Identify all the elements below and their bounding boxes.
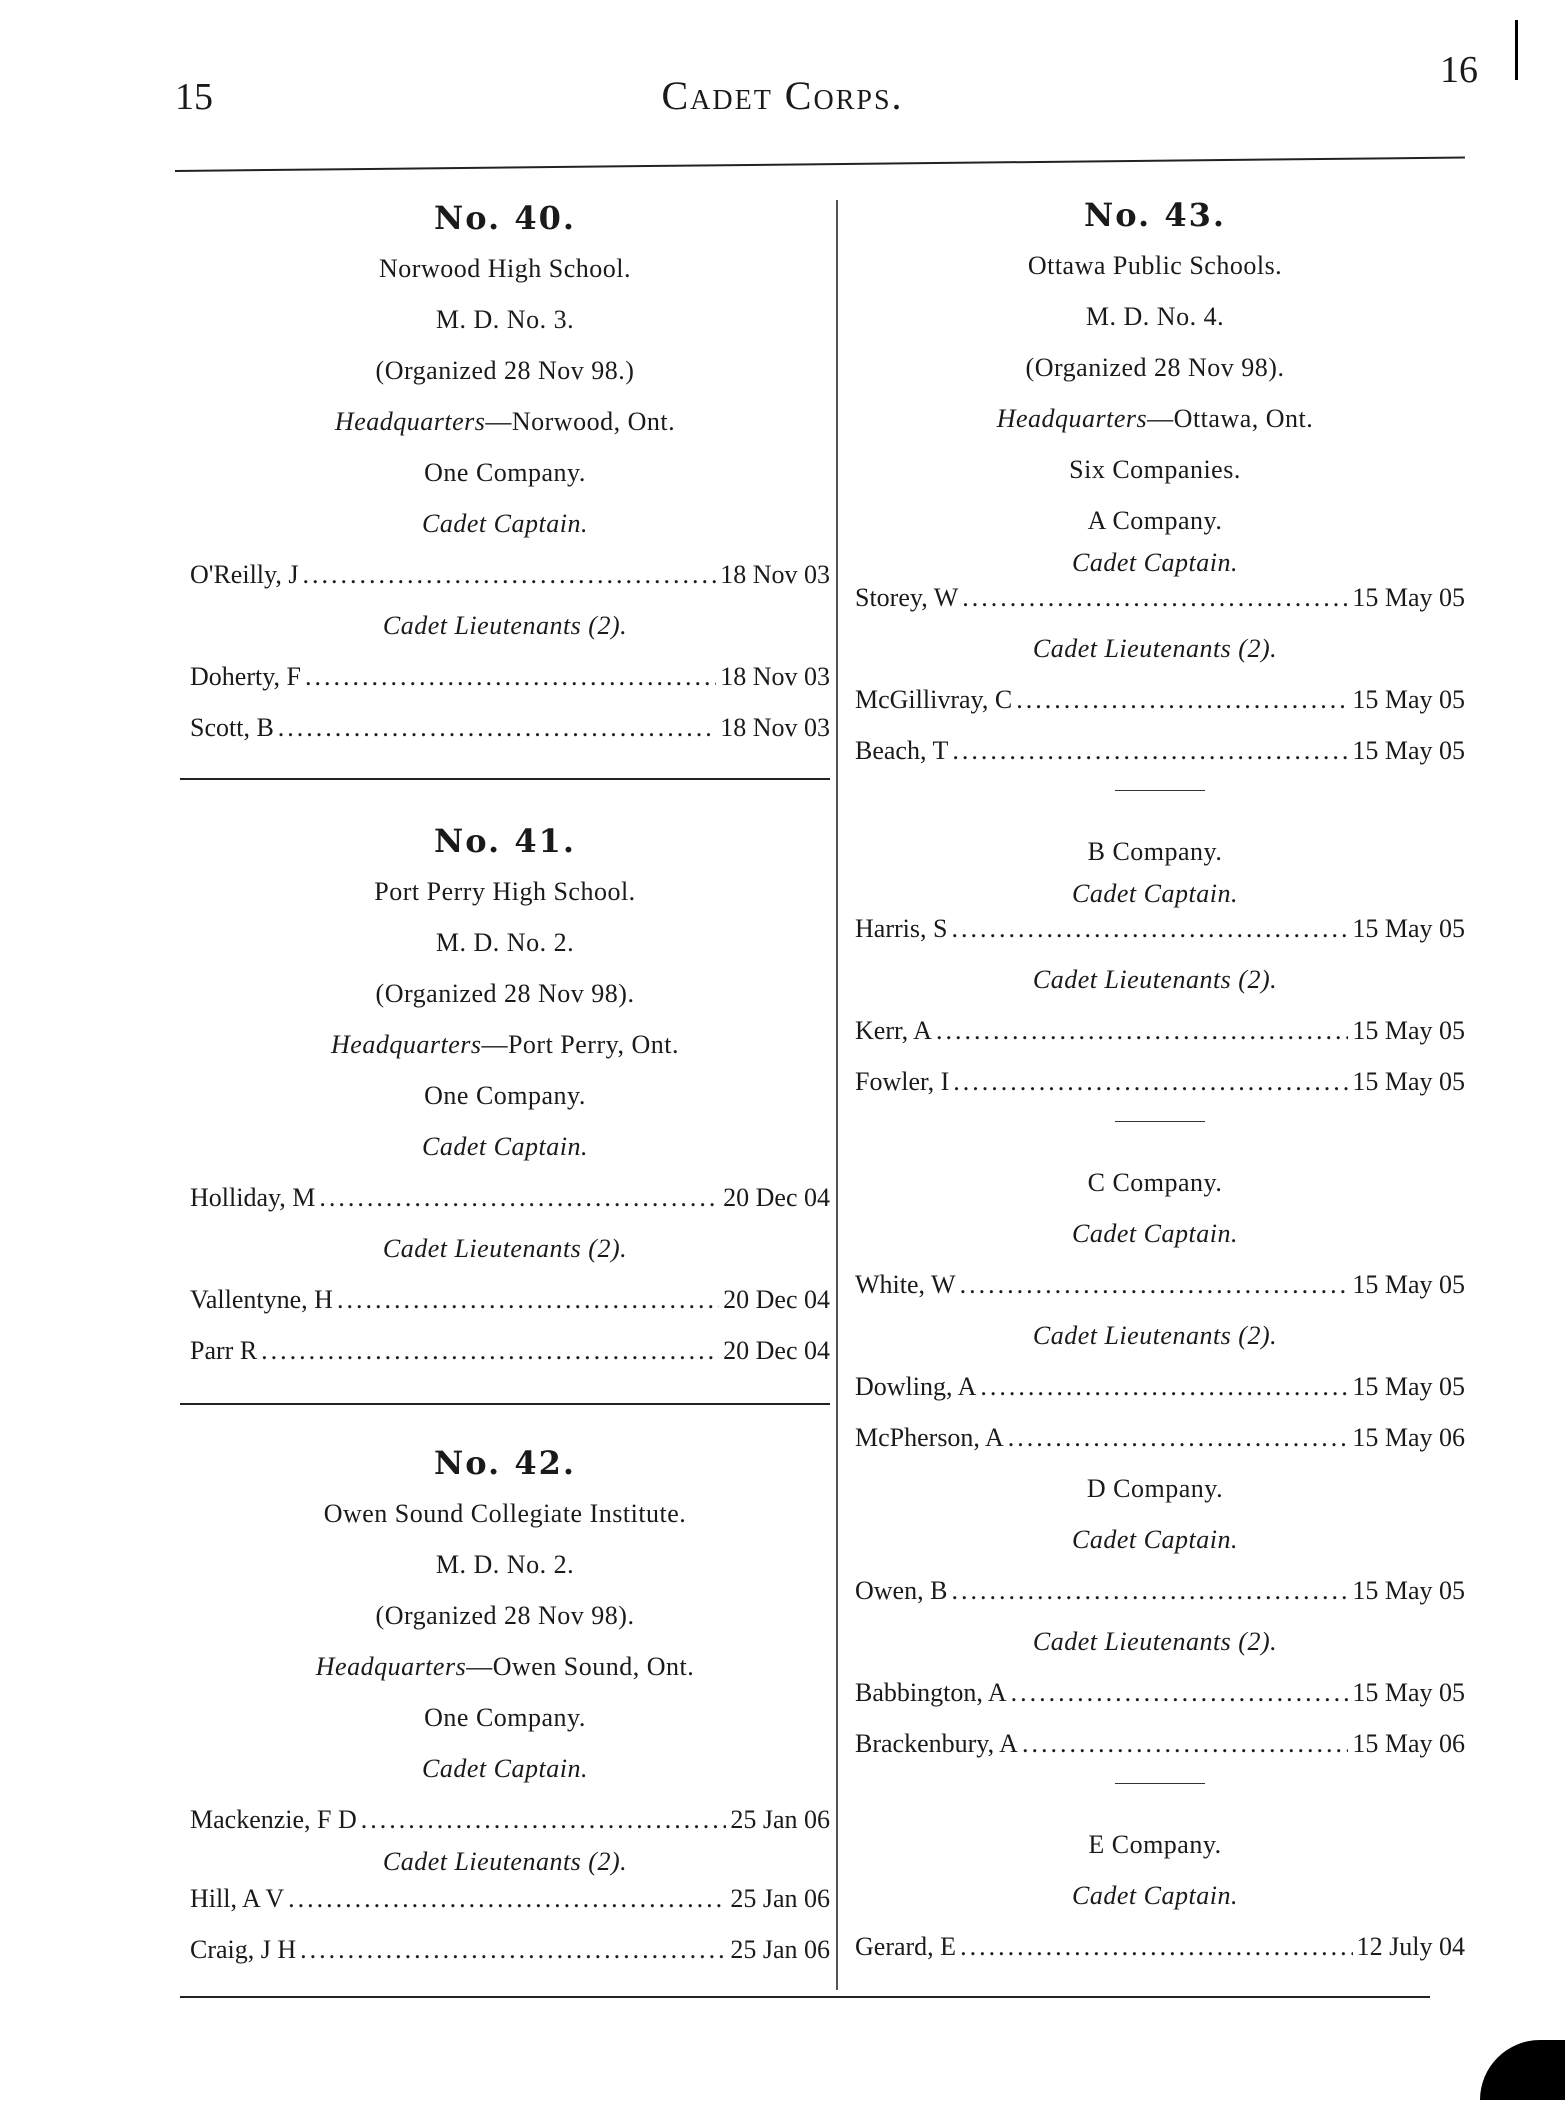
officer-entry — [845, 1718, 1465, 1769]
school-name: Norwood High School. — [379, 254, 631, 283]
company-divider-space — [845, 1769, 1465, 1819]
company-label: A Company. — [1087, 506, 1223, 535]
leader-dots — [962, 572, 1348, 623]
unit-43 — [845, 190, 1465, 1972]
officer-date: 25 Jan 06 — [730, 1805, 830, 1834]
officer-entry — [180, 1172, 830, 1223]
officer-name: Beach, T — [855, 736, 949, 765]
officer-date: 25 Jan 06 — [730, 1935, 830, 1964]
hq-label: Headquarters — [334, 407, 486, 436]
lieutenants-label: Cadet Lieutenants (2). — [1032, 634, 1278, 663]
officer-entry — [845, 1667, 1465, 1718]
officer-entry — [180, 1274, 830, 1325]
officer-name: White, W — [855, 1270, 956, 1299]
officer-entry — [845, 1412, 1465, 1463]
military-district: M. D. No. 3. — [435, 305, 575, 334]
officer-name: Vallentyne, H — [190, 1285, 333, 1314]
school-name: Ottawa Public Schools. — [1027, 251, 1283, 280]
unit-number: No. 42. — [434, 1444, 576, 1482]
unit-42 — [180, 1438, 830, 1975]
officer-date: 15 May 05 — [1352, 1678, 1465, 1707]
officer-name: Kerr, A — [855, 1016, 932, 1045]
officer-name: McPherson, A — [855, 1423, 1004, 1452]
company-count: Six Companies. — [1069, 455, 1241, 484]
hq-place: —Norwood, Ont. — [485, 407, 676, 436]
officer-date: 25 Jan 06 — [730, 1884, 830, 1913]
officer-entry — [845, 1056, 1465, 1107]
leader-dots — [300, 1924, 726, 1975]
lieutenants-label: Cadet Lieutenants (2). — [1032, 1627, 1278, 1656]
company-divider — [1115, 1783, 1205, 1784]
officer-date: 18 Nov 03 — [720, 560, 830, 589]
officer-entry — [180, 1325, 830, 1376]
officer-entry — [180, 549, 830, 600]
officer-entry — [845, 1361, 1465, 1412]
officer-name: Mackenzie, F D — [190, 1805, 357, 1834]
leader-dots — [319, 1172, 719, 1223]
leader-dots — [361, 1794, 727, 1845]
leader-dots — [1011, 1667, 1349, 1718]
section-rule — [180, 1403, 830, 1405]
lieutenants-label: Cadet Lieutenants (2). — [1032, 1321, 1278, 1350]
unit-number: No. 41. — [434, 822, 576, 860]
officer-name: Scott, B — [190, 713, 274, 742]
captain-label: Cadet Captain. — [1072, 1219, 1238, 1248]
lieutenants-label: Cadet Lieutenants (2). — [382, 1847, 628, 1876]
section-rule — [180, 778, 830, 780]
hq-label: Headquarters — [331, 1030, 482, 1059]
military-district: M. D. No. 2. — [435, 928, 575, 957]
school-name: Owen Sound Collegiate Institute. — [323, 1499, 687, 1528]
scan-edge-mark — [1515, 20, 1518, 80]
leader-dots — [936, 1005, 1348, 1056]
officer-name: Hill, A V — [190, 1884, 285, 1913]
leader-dots — [980, 1361, 1348, 1412]
company-divider — [1115, 1121, 1205, 1122]
unit-41 — [180, 816, 830, 1376]
officer-name: Owen, B — [855, 1576, 948, 1605]
scan-corner-shadow — [1480, 2040, 1565, 2100]
officer-entry — [845, 1921, 1465, 1972]
officer-name: Dowling, A — [855, 1372, 977, 1401]
officer-entry — [845, 674, 1465, 725]
hq-label: Headquarters — [996, 404, 1148, 433]
officer-entry — [845, 1259, 1465, 1310]
unit-number: No. 43. — [1084, 196, 1226, 234]
officer-date: 18 Nov 03 — [720, 662, 830, 691]
officer-date: 15 May 05 — [1352, 1270, 1465, 1299]
organized-date: (Organized 28 Nov 98). — [1025, 353, 1285, 382]
headquarters — [180, 1641, 830, 1692]
lieutenants-label: Cadet Lieutenants (2). — [1032, 965, 1278, 994]
officer-date: 15 May 06 — [1352, 1423, 1465, 1452]
hq-place: —Owen Sound, Ont. — [466, 1652, 695, 1681]
leader-dots — [288, 1873, 726, 1924]
leader-dots — [337, 1274, 719, 1325]
officer-entry — [180, 1924, 830, 1975]
company-divider-space — [845, 1107, 1465, 1157]
lieutenants-label: Cadet Lieutenants (2). — [382, 611, 628, 640]
officer-entry — [180, 702, 830, 753]
company-count: One Company. — [424, 458, 586, 487]
officer-name: McGillivray, C — [855, 685, 1013, 714]
organized-date: (Organized 28 Nov 98.) — [375, 356, 635, 385]
lieutenants-label: Cadet Lieutenants (2). — [382, 1234, 628, 1263]
officer-name: Babbington, A — [855, 1678, 1007, 1707]
leader-dots — [261, 1325, 719, 1376]
captain-label: Cadet Captain. — [422, 509, 588, 538]
running-head: Cadet Corps. — [661, 73, 904, 118]
officer-date: 20 Dec 04 — [723, 1183, 830, 1212]
officer-name: Fowler, I — [855, 1067, 950, 1096]
captain-label: Cadet Captain. — [1072, 1881, 1238, 1910]
captain-label: Cadet Captain. — [422, 1754, 588, 1783]
organized-date: (Organized 28 Nov 98). — [375, 1601, 635, 1630]
headquarters — [180, 396, 830, 447]
leader-dots — [960, 1259, 1349, 1310]
officer-date: 15 May 06 — [1352, 1729, 1465, 1758]
leader-dots — [305, 651, 716, 702]
company-count: One Company. — [424, 1703, 586, 1732]
company-divider-space — [845, 776, 1465, 826]
officer-entry — [180, 651, 830, 702]
company-label: B Company. — [1087, 837, 1223, 866]
officer-name: Holliday, M — [190, 1183, 316, 1212]
company-label: E Company. — [1088, 1830, 1222, 1859]
company-label: C Company. — [1087, 1168, 1223, 1197]
hq-place: —Port Perry, Ont. — [481, 1030, 679, 1059]
officer-name: Parr R — [190, 1336, 258, 1365]
organized-date: (Organized 28 Nov 98). — [375, 979, 635, 1008]
top-rule — [175, 156, 1465, 172]
officer-entry — [180, 1873, 830, 1924]
officer-date: 15 May 05 — [1352, 685, 1465, 714]
captain-label: Cadet Captain. — [422, 1132, 588, 1161]
officer-entry — [845, 572, 1465, 623]
company-count: One Company. — [424, 1081, 586, 1110]
unit-40 — [180, 193, 830, 753]
officer-date: 15 May 05 — [1352, 583, 1465, 612]
company-label: D Company. — [1086, 1474, 1224, 1503]
officer-date: 15 May 05 — [1352, 914, 1465, 943]
leader-dots — [951, 1565, 1348, 1616]
left-page-number: 15 — [175, 76, 213, 118]
officer-date: 12 July 04 — [1356, 1932, 1465, 1961]
officer-name: Harris, S — [855, 914, 948, 943]
leader-dots — [278, 702, 716, 753]
leader-dots — [953, 1056, 1348, 1107]
leader-dots — [1016, 674, 1348, 725]
officer-entry — [845, 1565, 1465, 1616]
leader-dots — [1022, 1718, 1348, 1769]
officer-entry — [180, 1794, 830, 1845]
unit-number: No. 40. — [434, 199, 576, 237]
leader-dots — [951, 903, 1348, 954]
officer-date: 15 May 05 — [1352, 736, 1465, 765]
headquarters — [845, 393, 1465, 444]
officer-date: 20 Dec 04 — [723, 1285, 830, 1314]
officer-date: 15 May 05 — [1352, 1067, 1465, 1096]
company-divider — [1115, 790, 1205, 791]
hq-place: —Ottawa, Ont. — [1147, 404, 1314, 433]
leader-dots — [952, 725, 1348, 776]
officer-name: Brackenbury, A — [855, 1729, 1018, 1758]
right-page-number: 16 — [1440, 49, 1478, 91]
captain-label: Cadet Captain. — [1072, 879, 1238, 908]
officer-entry — [845, 903, 1465, 954]
military-district: M. D. No. 4. — [1085, 302, 1225, 331]
officer-name: Craig, J H — [190, 1935, 297, 1964]
officer-entry — [845, 1005, 1465, 1056]
hq-label: Headquarters — [315, 1652, 467, 1681]
column-divider — [836, 200, 838, 1990]
captain-label: Cadet Captain. — [1072, 548, 1238, 577]
officer-date: 15 May 05 — [1352, 1016, 1465, 1045]
officer-date: 20 Dec 04 — [723, 1336, 830, 1365]
officer-date: 15 May 05 — [1352, 1372, 1465, 1401]
school-name: Port Perry High School. — [374, 877, 636, 906]
leader-dots — [302, 549, 716, 600]
officer-date: 18 Nov 03 — [720, 713, 830, 742]
officer-name: Gerard, E — [855, 1932, 957, 1961]
officer-name: Storey, W — [855, 583, 959, 612]
bottom-rule — [180, 1996, 1430, 1998]
officer-name: O'Reilly, J — [190, 560, 299, 589]
military-district: M. D. No. 2. — [435, 1550, 575, 1579]
leader-dots — [1008, 1412, 1349, 1463]
captain-label: Cadet Captain. — [1072, 1525, 1238, 1554]
officer-name: Doherty, F — [190, 662, 301, 691]
officer-entry — [845, 725, 1465, 776]
headquarters — [180, 1019, 830, 1070]
leader-dots — [960, 1921, 1353, 1972]
officer-date: 15 May 05 — [1352, 1576, 1465, 1605]
